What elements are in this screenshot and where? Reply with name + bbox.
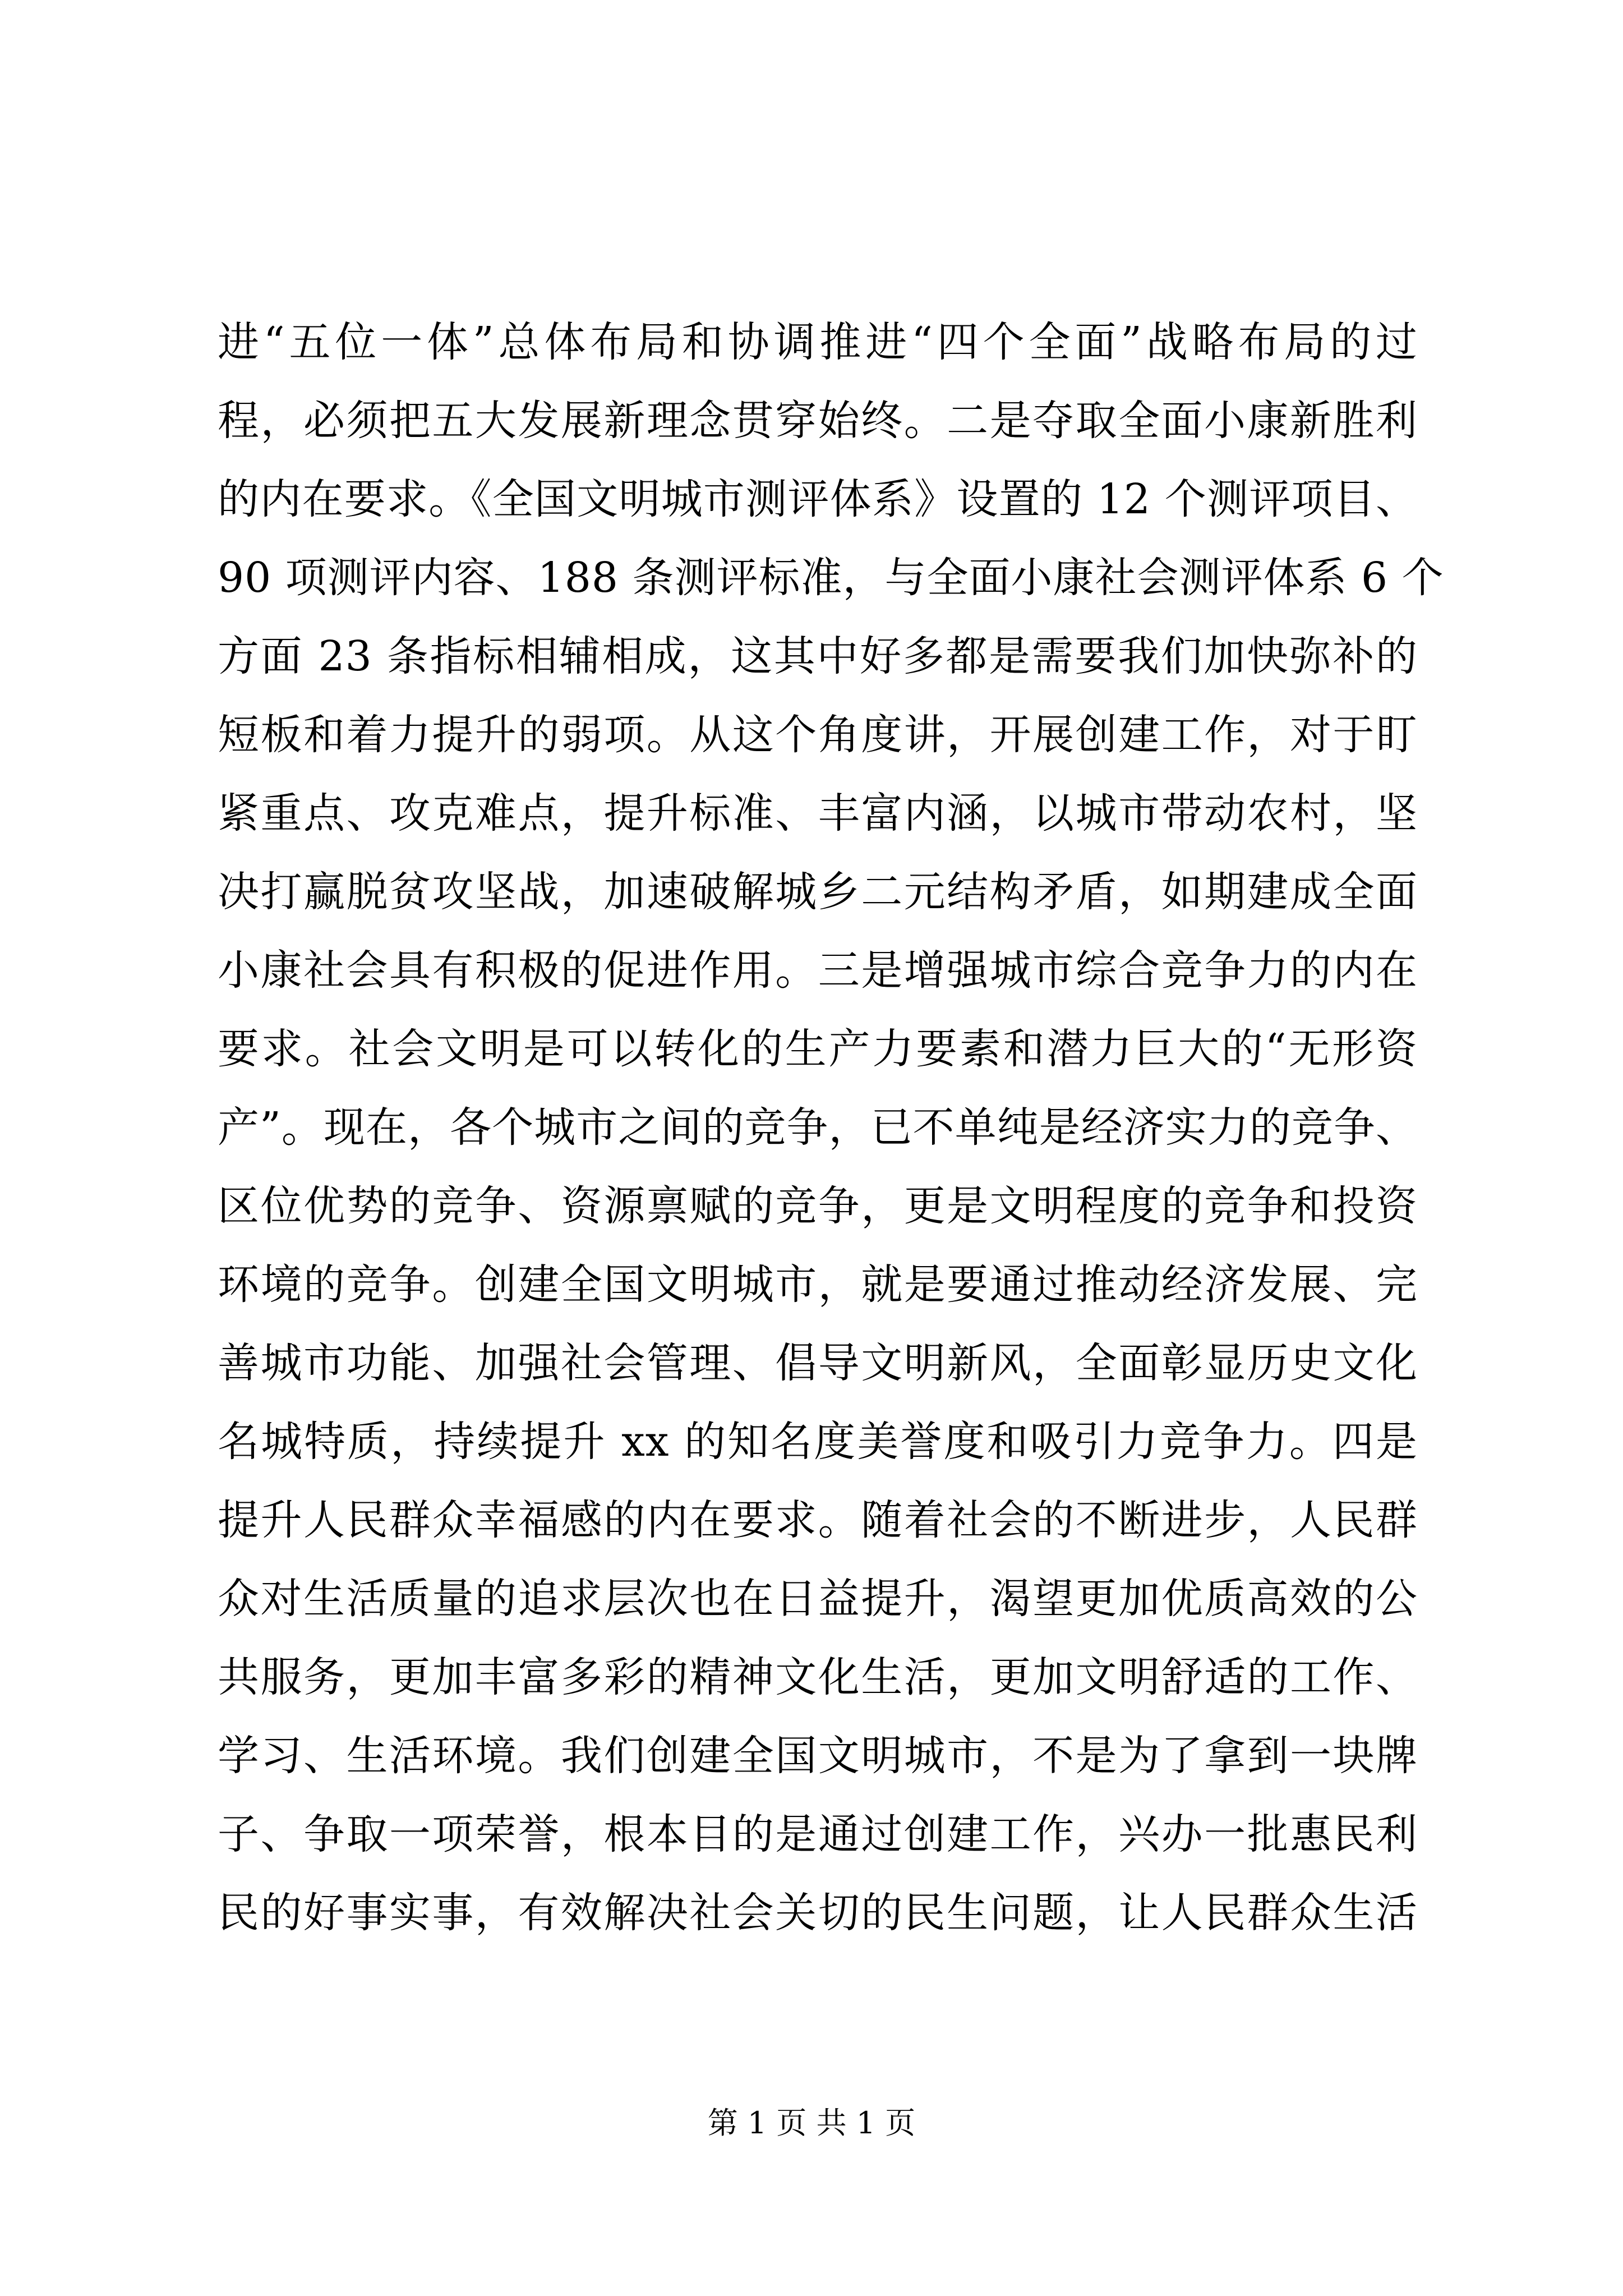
page-number-label: 第 1 页 共 1 页 bbox=[707, 2105, 916, 2141]
text-line-8: 决打赢脱贫攻坚战，加速破解城乡二元结构矛盾，如期建成全面 bbox=[218, 868, 1418, 916]
text-line-10: 要求。社会文明是可以转化的生产力要素和潜力巨大的“无形资 bbox=[218, 1025, 1418, 1073]
text-line-9: 小康社会具有积极的促进作用。三是增强城市综合竞争力的内在 bbox=[218, 946, 1418, 995]
text-line-1: 进“五位一体”总体布局和协调推进“四个全面”战略布局的过 bbox=[218, 318, 1418, 366]
text-line-7: 紧重点、攻克难点，提升标准、丰富内涵，以城市带动农村，坚 bbox=[218, 789, 1418, 838]
text-line-4: 90 项测评内容、188 条测评标准，与全面小康社会测评体系 6 个 bbox=[218, 554, 1444, 602]
text-line-5: 方面 23 条指标相辅相成，这其中好多都是需要我们加快弥补的 bbox=[218, 632, 1418, 680]
text-line-3: 的内在要求。《全国文明城市测评体系》设置的 12 个测评项目、 bbox=[218, 475, 1418, 523]
body-paragraph bbox=[218, 303, 1444, 1952]
text-line-2: 程，必须把五大发展新理念贯穿始终。二是夺取全面小康新胜利 bbox=[218, 397, 1418, 445]
page-footer bbox=[0, 2104, 1623, 2143]
text-line-19: 学习、生活环境。我们创建全国文明城市，不是为了拿到一块牌 bbox=[218, 1732, 1418, 1780]
text-line-12: 区位优势的竞争、资源禀赋的竞争，更是文明程度的竞争和投资 bbox=[218, 1182, 1418, 1230]
text-line-15: 名城特质，持续提升 xx 的知名度美誉度和吸引力竞争力。四是 bbox=[218, 1418, 1418, 1466]
text-line-16: 提升人民群众幸福感的内在要求。随着社会的不断进步，人民群 bbox=[218, 1496, 1418, 1544]
text-line-13: 环境的竞争。创建全国文明城市，就是要通过推动经济发展、完 bbox=[218, 1260, 1418, 1309]
text-line-21: 民的好事实事，有效解决社会关切的民生问题，让人民群众生活 bbox=[218, 1889, 1418, 1937]
text-line-6: 短板和着力提升的弱项。从这个角度讲，开展创建工作，对于盯 bbox=[218, 711, 1418, 759]
text-line-17: 众对生活质量的追求层次也在日益提升，渴望更加优质高效的公 bbox=[218, 1575, 1418, 1623]
text-line-14: 善城市功能、加强社会管理、倡导文明新风，全面彰显历史文化 bbox=[218, 1339, 1418, 1387]
text-line-20: 子、争取一项荣誉，根本目的是通过创建工作，兴办一批惠民利 bbox=[218, 1810, 1418, 1858]
text-line-11: 产”。现在，各个城市之间的竞争，已不单纯是经济实力的竞争、 bbox=[218, 1103, 1418, 1152]
text-line-18: 共服务，更加丰富多彩的精神文化生活，更加文明舒适的工作、 bbox=[218, 1653, 1418, 1701]
